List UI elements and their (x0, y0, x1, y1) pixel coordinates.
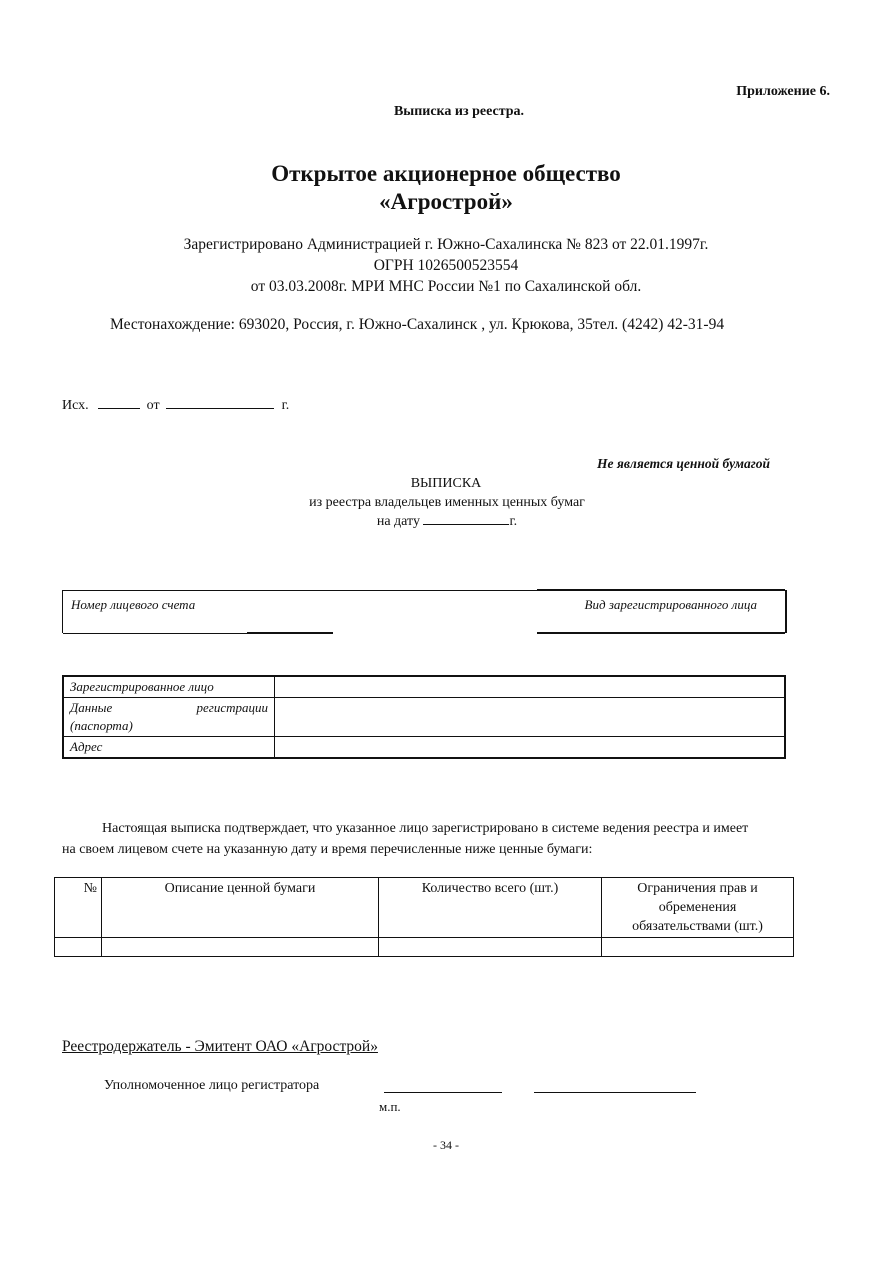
not-security-note: Не является ценной бумагой (597, 456, 770, 471)
registration-data-label-line2: (паспорта) (70, 718, 133, 733)
table-header-row (55, 878, 794, 938)
account-box-bottom-line (63, 633, 247, 634)
row-description-cell[interactable] (102, 938, 379, 957)
outgoing-year-suffix: г. (281, 398, 290, 413)
account-box-bottom-line (247, 632, 333, 634)
organization-location: Местонахождение: 693020, Россия, г. Южно-Сахалинск , ул. Крюкова, 35тел. (4242) 42-31-94 (110, 316, 725, 333)
organization-title (0, 160, 892, 216)
column-header-limits-line1: Ограничения прав и (637, 881, 758, 896)
table-row (63, 676, 785, 698)
outgoing-label: Исх. (62, 398, 89, 413)
stamp-place-label: м.п. (379, 1099, 401, 1114)
outgoing-from-label: от (146, 398, 160, 413)
statement-subtitle: из реестра владельцев именных ценных бумаг (309, 495, 585, 510)
table-row (63, 737, 785, 759)
registration-line1: Зарегистрировано Администрацией г. Южно-Сахалинска № 823 от 22.01.1997г. (183, 236, 709, 253)
registration-line2: ОГРН 1026500523554 (373, 257, 519, 274)
outgoing-date-blank (166, 396, 274, 409)
column-header-limits-line3: обязательствами (шт.) (632, 919, 763, 934)
name-line (534, 1092, 696, 1093)
row-limits-cell[interactable] (602, 938, 794, 957)
row-number-cell[interactable] (55, 938, 102, 957)
address-label: Адрес (63, 737, 275, 759)
page-number: - 34 - (433, 1138, 459, 1152)
statement-date-prefix: на дату (376, 514, 420, 529)
confirmation-line2: на своем лицевом счете на указанную дату и время перечисленные ниже ценные бумаги: (62, 842, 593, 857)
signature-line (384, 1092, 502, 1093)
statement-date-blank (423, 512, 509, 525)
account-box-bottom-line (537, 632, 785, 634)
registration-data-label (63, 698, 275, 737)
statement-date-suffix: г. (509, 514, 518, 529)
authorized-person-label: Уполномоченное лицо регистратора (104, 1078, 320, 1093)
confirmation-line1: Настоящая выписка подтверждает, что указанное лицо зарегистрировано в системе ведения реестра и имеет (102, 821, 749, 836)
column-header-number: № (55, 878, 102, 938)
statement-date (0, 512, 892, 531)
confirmation-text (62, 818, 862, 860)
extract-heading: Выписка из реестра. (393, 104, 525, 119)
appendix-label: Приложение 6. (736, 84, 830, 99)
account-number-label: Номер лицевого счета (71, 597, 196, 612)
row-quantity-cell[interactable] (379, 938, 602, 957)
registration-data-label-right: регистрации (196, 700, 268, 715)
column-header-limits-line2: обременения (658, 900, 737, 915)
registration-block (0, 234, 892, 297)
column-header-quantity: Количество всего (шт.) (379, 878, 602, 938)
registration-line3: от 03.03.2008г. МРИ МНС России №1 по Сахалинской обл. (250, 278, 642, 295)
organization-title-line2: «Агрострой» (379, 189, 513, 214)
statement-heading (0, 474, 892, 531)
registered-person-table (62, 675, 786, 759)
registration-data-label-left: Данные (70, 700, 113, 715)
registration-data-value[interactable] (275, 698, 786, 737)
table-row (55, 938, 794, 957)
table-row (63, 698, 785, 737)
column-header-limits (602, 878, 794, 938)
securities-table (54, 877, 794, 957)
account-box-top-line (537, 589, 785, 591)
registrar-line: Реестродержатель - Эмитент ОАО «Агрострой» (62, 1038, 378, 1055)
account-box (62, 590, 787, 633)
registered-person-label: Зарегистрированное лицо (63, 676, 275, 698)
outgoing-reference (62, 396, 289, 414)
registered-person-value[interactable] (275, 676, 786, 698)
organization-title-line1: Открытое акционерное общество (271, 161, 621, 186)
outgoing-number-blank (98, 396, 140, 409)
statement-title: ВЫПИСКА (410, 476, 482, 491)
column-header-description: Описание ценной бумаги (102, 878, 379, 938)
person-type-label: Вид зарегистрированного лица (584, 597, 757, 612)
address-value[interactable] (275, 737, 786, 759)
